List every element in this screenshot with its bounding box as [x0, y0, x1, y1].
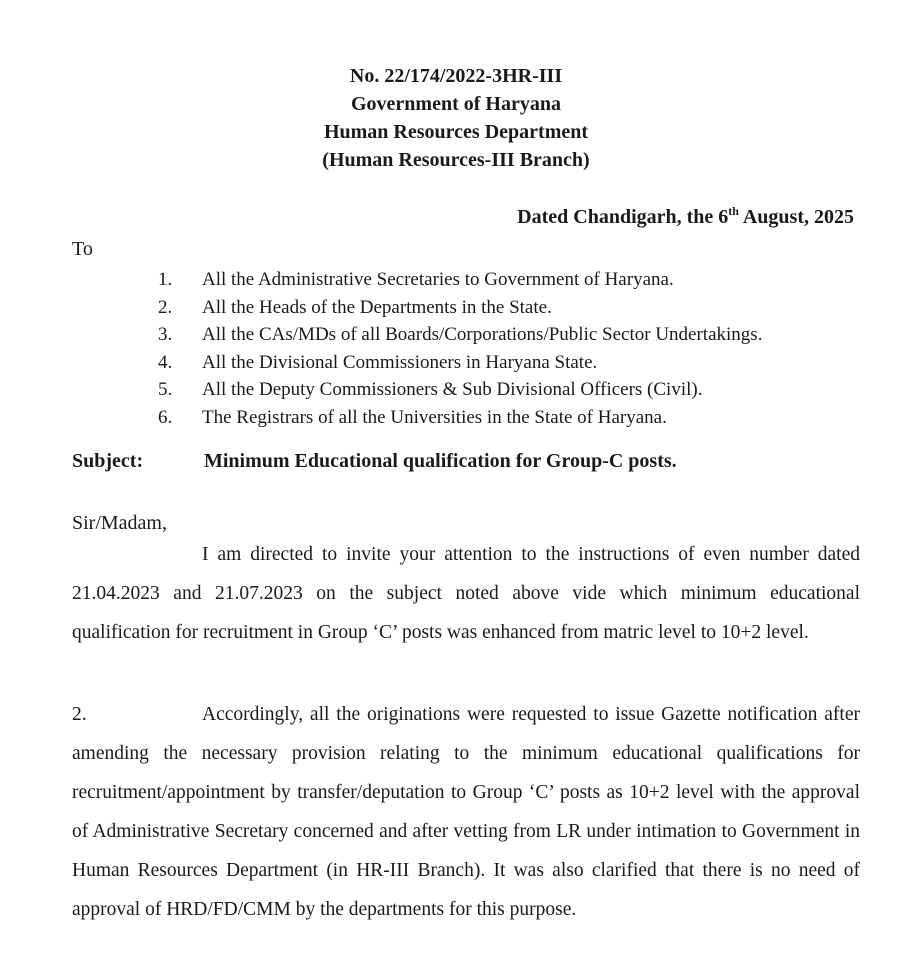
paragraph-1: I am directed to invite your attention to the instructions of even number dated 21.04.2023 and 21.07.2023 on the subject noted above vide which minimum educational qualification for recruitment in Group ‘C’ posts was enhanced from matric level to 10+2 level.	[72, 544, 860, 643]
reference-number: No. 22/174/2022-3HR-III	[349, 65, 563, 87]
list-text: The Registrars of all the Universities in the State of Haryana.	[202, 406, 667, 428]
list-number: 5.	[158, 379, 173, 400]
list-item	[158, 349, 762, 377]
paragraph-2	[72, 695, 860, 929]
date-suffix: August, 2025	[738, 206, 854, 228]
date-ordinal: th	[728, 204, 739, 218]
subject-line	[72, 450, 677, 473]
list-text: All the Deputy Commissioners & Sub Divisional Officers (Civil).	[202, 379, 703, 400]
government-name: Government of Haryana	[351, 93, 561, 115]
date-prefix: Dated Chandigarh, the 6	[517, 206, 729, 228]
department-name: Human Resources Department	[323, 121, 589, 143]
list-item	[158, 376, 762, 404]
list-number: 1.	[158, 269, 173, 290]
paragraph-2-text: Accordingly, all the originations were requested to issue Gazette notification after amending the necessary provision relating to the minimum educational qualifications for recruitment/appointment by transfer/deputation to Group ‘C’ posts as 10+2 level with the approval of Administrative Secretary concerned and after vetting from LR under intimation to Government in Human Resources Department (in HR-III Branch). It was also clarified that there is no need of approval of HRD/FD/CMM by the departments for this purpose.	[72, 704, 860, 920]
list-text: All the Divisional Commissioners in Haryana State.	[202, 351, 598, 373]
list-number: 2.	[158, 296, 173, 318]
list-number: 4.	[158, 351, 173, 373]
list-text: All the CAs/MDs of all Boards/Corporations/Public Sector Undertakings.	[202, 324, 763, 345]
dated-line	[517, 204, 854, 229]
list-item	[158, 404, 762, 432]
list-item	[158, 294, 762, 322]
subject-label: Subject:	[72, 450, 144, 472]
list-text: All the Administrative Secretaries to Government of Haryana.	[202, 269, 674, 290]
list-item	[158, 266, 762, 294]
list-item	[158, 321, 762, 349]
paragraph-number: 2.	[72, 704, 87, 725]
recipient-list	[158, 266, 762, 431]
list-text: All the Heads of the Departments in the State.	[202, 296, 552, 318]
branch-name: (Human Resources-III Branch)	[322, 149, 590, 171]
salutation: Sir/Madam,	[72, 512, 167, 534]
letter-header	[0, 62, 920, 174]
subject-text: Minimum Educational qualification for Group-C posts.	[204, 450, 677, 472]
to-label: To	[72, 238, 93, 260]
list-number: 3.	[158, 324, 173, 345]
list-number: 6.	[158, 406, 173, 428]
